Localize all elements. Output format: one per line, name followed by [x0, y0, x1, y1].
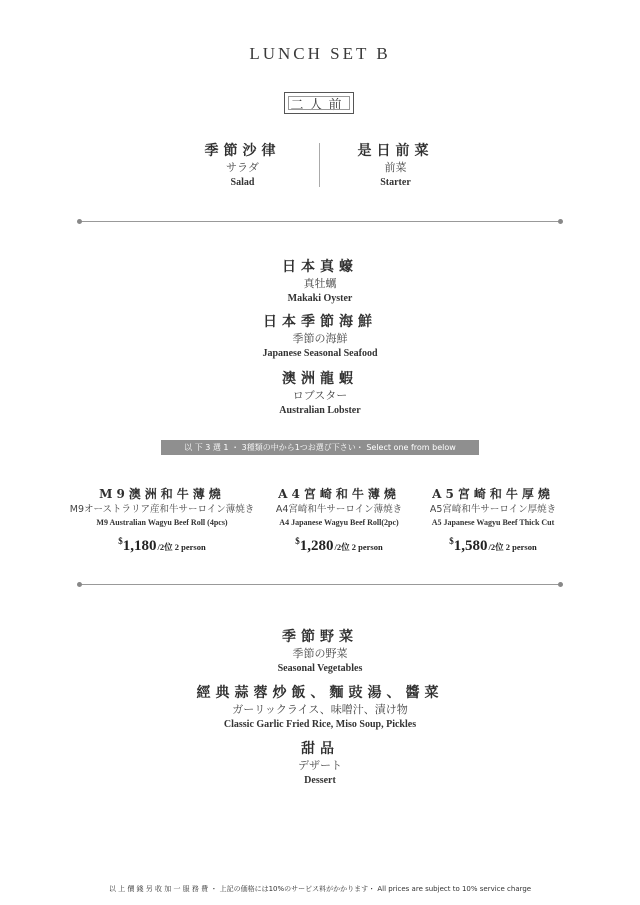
option-zh: A5宮崎和牛厚燒	[432, 487, 554, 501]
option-en: M9 Australian Wagyu Beef Roll (4pcs)	[96, 518, 228, 527]
course-zh: 是日前菜	[357, 143, 434, 159]
section-divider	[80, 584, 560, 585]
price-currency: $	[295, 535, 300, 546]
course-en: Classic Garlic Fried Rice, Miso Soup, Pickles	[223, 718, 417, 730]
option-jp: A5宮崎和牛サーロイン厚焼き	[429, 504, 557, 516]
course-starter	[323, 142, 468, 189]
price-unit: /2位 2 person	[334, 541, 383, 552]
course-en: Japanese Seasonal Seafood	[262, 347, 378, 359]
option-a5	[398, 486, 588, 556]
course-zh: 甜品	[301, 741, 339, 757]
price-amount: 1,280	[299, 537, 334, 554]
choice-banner: 以 下 3 選 1 ・ 3種類の中から1つお選び下さい・ Select one from below	[161, 440, 479, 455]
option-jp: M9オーストラリア産和牛サーロイン薄焼き	[69, 504, 255, 516]
course-en: Makaki Oyster	[287, 292, 353, 304]
course-zh: 澳洲龍蝦	[282, 371, 358, 387]
course-zh: 經典蒜蓉炒飯、麵豉湯、醬菜	[196, 685, 444, 701]
course-zh: 季節野菜	[282, 629, 358, 645]
section-divider	[80, 221, 560, 222]
badge-label: 二人前	[290, 97, 348, 113]
course-en: Dessert	[304, 774, 336, 786]
course-jp: 季節の海鮮	[292, 331, 348, 345]
vertical-divider	[319, 143, 320, 187]
option-m9	[67, 486, 257, 556]
menu-title: LUNCH SET B	[249, 44, 391, 63]
course-dessert	[0, 740, 640, 787]
course-oyster	[0, 258, 640, 305]
course-jp: デザート	[298, 758, 342, 772]
course-en: Salad	[230, 176, 255, 188]
price-amount: 1,180	[122, 537, 157, 554]
serving-badge	[284, 92, 354, 114]
course-jp: ガーリックライス、味噌汁、漬け物	[232, 702, 408, 716]
course-en: Seasonal Vegetables	[277, 662, 363, 674]
course-jp: ロブスター	[292, 388, 348, 402]
option-en: A5 Japanese Wagyu Beef Thick Cut	[431, 518, 555, 527]
course-salad	[170, 142, 315, 189]
option-jp: A4宮崎和牛サーロイン薄焼き	[275, 504, 403, 516]
option-zh: A4宮崎和牛薄燒	[278, 487, 400, 501]
course-vegetables	[0, 628, 640, 675]
price-currency: $	[118, 535, 123, 546]
course-zh: 日本真蠔	[282, 259, 358, 275]
course-zh: 日本季節海鮮	[263, 314, 377, 330]
course-rice-soup	[0, 684, 640, 731]
course-jp: サラダ	[226, 160, 259, 174]
option-price	[67, 535, 257, 557]
badge-inner-border	[288, 96, 350, 110]
option-en: A4 Japanese Wagyu Beef Roll(2pc)	[279, 518, 399, 527]
course-jp: 季節の野菜	[292, 646, 348, 660]
course-en: Starter	[380, 176, 411, 188]
course-seafood	[0, 313, 640, 360]
course-lobster	[0, 370, 640, 417]
price-unit: /2位 2 person	[157, 541, 206, 552]
course-zh: 季節沙律	[204, 143, 281, 159]
service-charge-note: 以 上 價 錢 另 收 加 一 服 務 費 ・ 上記の価格には10%のサービス料がかかります・ All prices are subject to 10% service charge	[108, 885, 532, 893]
option-zh: M9澳洲和牛薄燒	[99, 487, 225, 501]
course-jp: 真牡蠣	[303, 276, 337, 290]
course-jp: 前菜	[384, 160, 407, 174]
course-en: Australian Lobster	[279, 404, 361, 416]
price-currency: $	[449, 535, 454, 546]
price-amount: 1,580	[453, 537, 488, 554]
price-unit: /2位 2 person	[488, 541, 537, 552]
option-price	[398, 535, 588, 557]
